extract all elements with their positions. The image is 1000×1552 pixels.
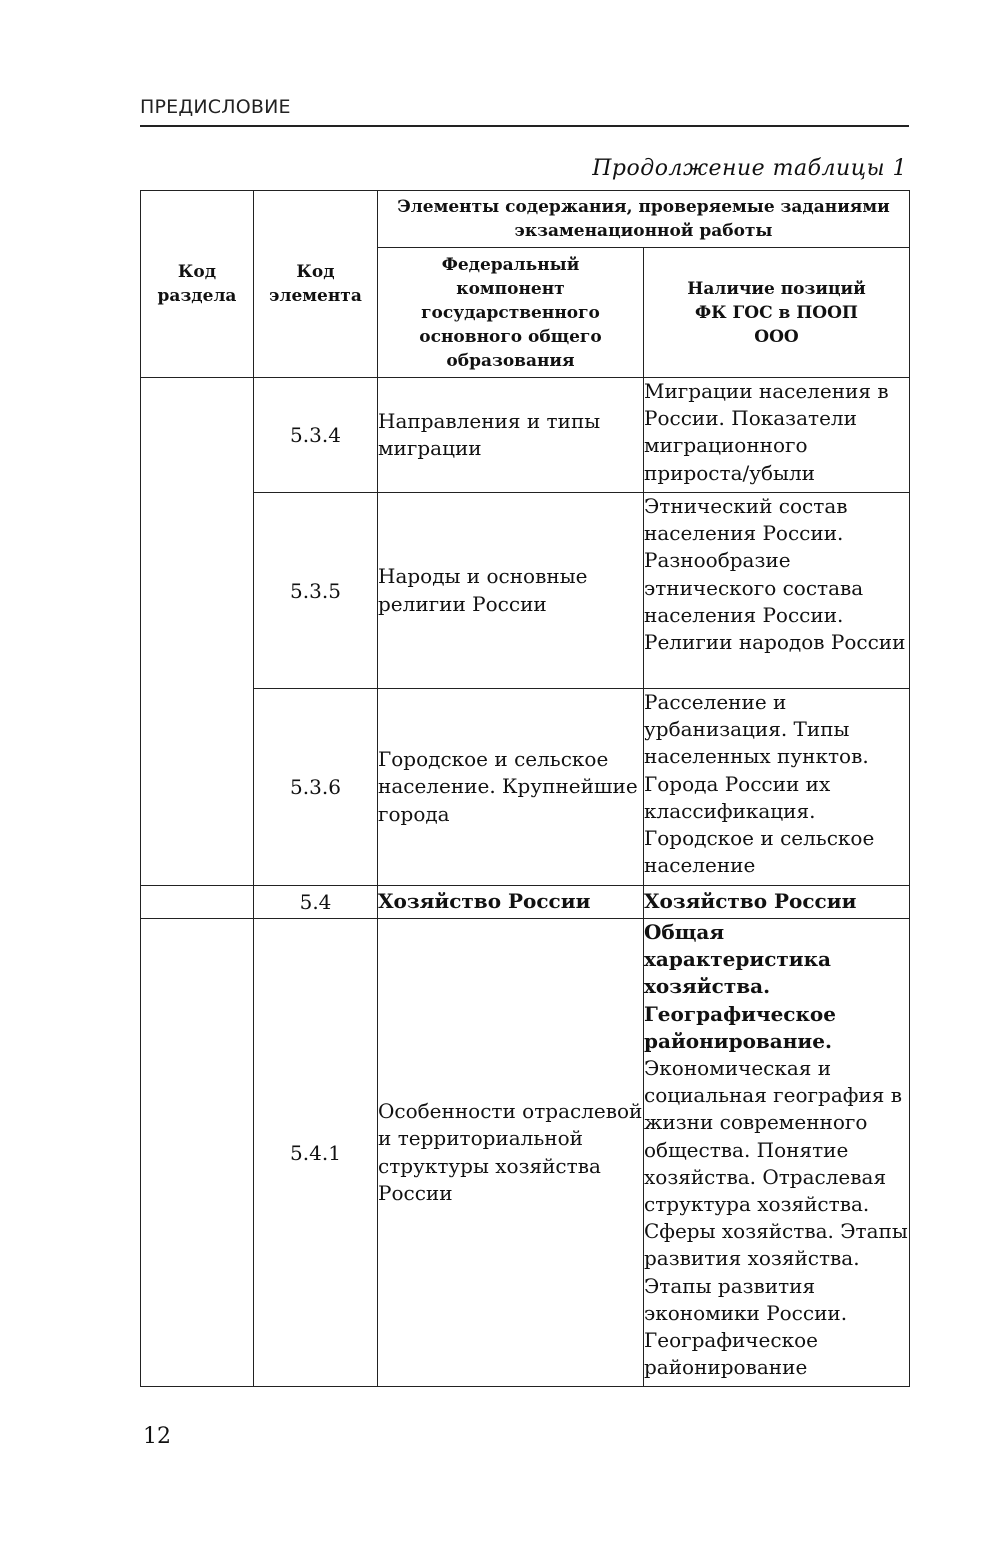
- header-content-group: Элементы содержания, проверяемые заданиями экзаменационной работы: [378, 191, 910, 248]
- positions-text: [644, 919, 910, 1387]
- component-text: Направления и типы миграции: [378, 378, 644, 493]
- header-positions: Наличие позиций ФК ГОС в ПООП ООО: [644, 248, 910, 378]
- table-row-section: [141, 886, 910, 919]
- table-row: [141, 919, 910, 1387]
- header-rule: [140, 125, 909, 127]
- element-code: 5.4: [254, 886, 378, 919]
- positions-text: Хозяйство России: [644, 886, 910, 919]
- table-row: [141, 378, 910, 493]
- positions-text: Расселение и урбанизация. Типы населенных пунктов. Города России их классификация. Городское и сельское население: [644, 689, 910, 886]
- section-code-cell: [141, 919, 254, 1387]
- component-text: Городское и сельское население. Крупнейшие города: [378, 689, 644, 886]
- page-number: 12: [143, 1424, 171, 1449]
- element-code: 5.3.5: [254, 493, 378, 689]
- table-caption: Продолжение таблицы 1: [592, 156, 907, 181]
- element-code: 5.3.6: [254, 689, 378, 886]
- positions-regular-text: Экономическая и социальная география в жизни современного общества. Понятие хозяйства. Отраслевая структура хозяйства. Сферы хозяйства. Этапы развития хозяйства. Этапы развития экономики России. Географическое районирование: [644, 1056, 908, 1380]
- content-table: [140, 190, 910, 1387]
- component-text: Особенности отраслевой и территориальной структуры хозяйства России: [378, 919, 644, 1387]
- positions-text: Миграции населения в России. Показатели миграционного прироста/убыли: [644, 378, 910, 493]
- section-code-cell: [141, 378, 254, 886]
- running-title: ПРЕДИСЛОВИЕ: [140, 96, 291, 118]
- element-code: 5.3.4: [254, 378, 378, 493]
- component-text: Народы и основные религии России: [378, 493, 644, 689]
- header-section-code: Код раздела: [141, 191, 254, 378]
- positions-text: Этнический состав населения России. Разнообразие этнического состава населения России. Религии народов России: [644, 493, 910, 689]
- positions-bold-text: Общая характеристика хозяйства. Географическое районирование.: [644, 920, 836, 1053]
- header-element-code: Код элемента: [254, 191, 378, 378]
- element-code: 5.4.1: [254, 919, 378, 1387]
- component-text: Хозяйство России: [378, 886, 644, 919]
- table-row: [141, 689, 910, 886]
- section-code-cell: [141, 886, 254, 919]
- table-row: [141, 493, 910, 689]
- header-federal-component: Федеральный компонент государственного основного общего образования: [378, 248, 644, 378]
